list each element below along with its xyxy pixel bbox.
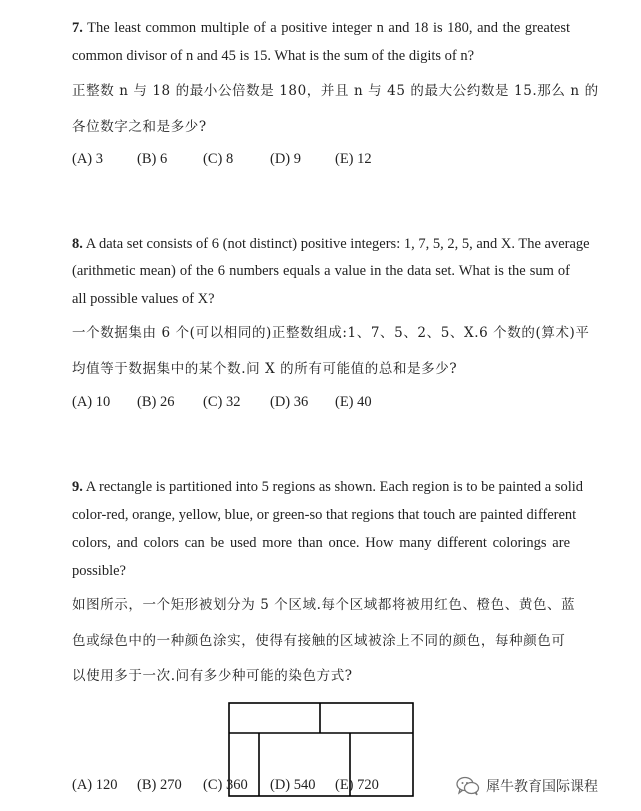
q7-english-line-1: 7. The least common multiple of a positive integer n and 18 is 180, and the greatest	[72, 20, 570, 36]
q8-number: 8.	[72, 236, 83, 252]
q9-english-line-2: color-red, orange, yellow, blue, or green-so that regions that touch are painted different	[72, 507, 577, 523]
q7-chinese-line-1: 正整数 n 与 18 的最小公倍数是 180，并且 n 与 45 的最大公约数是 15.那么 n 的	[72, 83, 599, 99]
q7-choice-e: (E) 12	[335, 151, 372, 167]
q8-english-line-1: 8. A data set consists of 6 (not distinct) positive integers: 1, 7, 5, 2, 5, and X. The average	[72, 236, 590, 252]
q7-choice-c: (C) 8	[203, 151, 234, 167]
wechat-icon	[456, 776, 480, 796]
q8-choice-d: (D) 36	[270, 394, 309, 410]
q9-choice-c: (C) 360	[203, 777, 248, 793]
q9-number: 9.	[72, 479, 83, 495]
watermark-text: 犀牛教育国际课程	[486, 779, 598, 795]
q9-choice-a: (A) 120	[72, 777, 118, 793]
q9-english-line-1: 9. A rectangle is partitioned into 5 regions as shown. Each region is to be painted a solid	[72, 479, 584, 495]
partitioned-rectangle-figure	[228, 702, 414, 797]
q8-choice-e: (E) 40	[335, 394, 372, 410]
watermark	[456, 775, 598, 797]
q9-choice-d: (D) 540	[270, 777, 316, 793]
q8-choice-a: (A) 10	[72, 394, 111, 410]
q9-english-line-4: possible?	[72, 563, 126, 579]
q9-chinese-line-1: 如图所示，一个矩形被划分为 5 个区域.每个区域都将被用红色、橙色、黄色、蓝	[72, 597, 576, 613]
q8-english-line-2: (arithmetic mean) of the 6 numbers equals a value in the data set. What is the sum of	[72, 263, 570, 279]
figure-outer-rectangle	[229, 703, 413, 796]
q7-choice-d: (D) 9	[270, 151, 302, 167]
q7-choice-b: (B) 6	[137, 151, 168, 167]
q9-choice-b: (B) 270	[137, 777, 182, 793]
q7-choice-a: (A) 3	[72, 151, 104, 167]
q8-english-line-3: all possible values of X?	[72, 291, 215, 307]
q8-chinese-line-2: 均值等于数据集中的某个数.问 X 的所有可能值的总和是多少?	[72, 361, 458, 377]
q8-chinese-line-1: 一个数据集由 6 个(可以相同的)正整数组成:1、7、5、2、5、X.6 个数的(算术)平	[72, 325, 590, 341]
q9-english-line-3: colors, and colors can be used more than once. How many different colorings are	[72, 535, 570, 551]
q9-choice-e: (E) 720	[335, 777, 379, 793]
q7-chinese-line-2: 各位数字之和是多少?	[72, 119, 207, 135]
q8-choice-c: (C) 32	[203, 394, 241, 410]
q7-number: 7.	[72, 20, 83, 36]
q9-chinese-line-3: 以使用多于一次.问有多少种可能的染色方式?	[72, 668, 353, 684]
q9-chinese-line-2: 色或绿色中的一种颜色涂实，使得有接触的区域被涂上不同的颜色，每种颜色可	[72, 633, 566, 649]
q7-english-line-2: common divisor of n and 45 is 15. What is the sum of the digits of n?	[72, 48, 475, 64]
q8-choice-b: (B) 26	[137, 394, 175, 410]
